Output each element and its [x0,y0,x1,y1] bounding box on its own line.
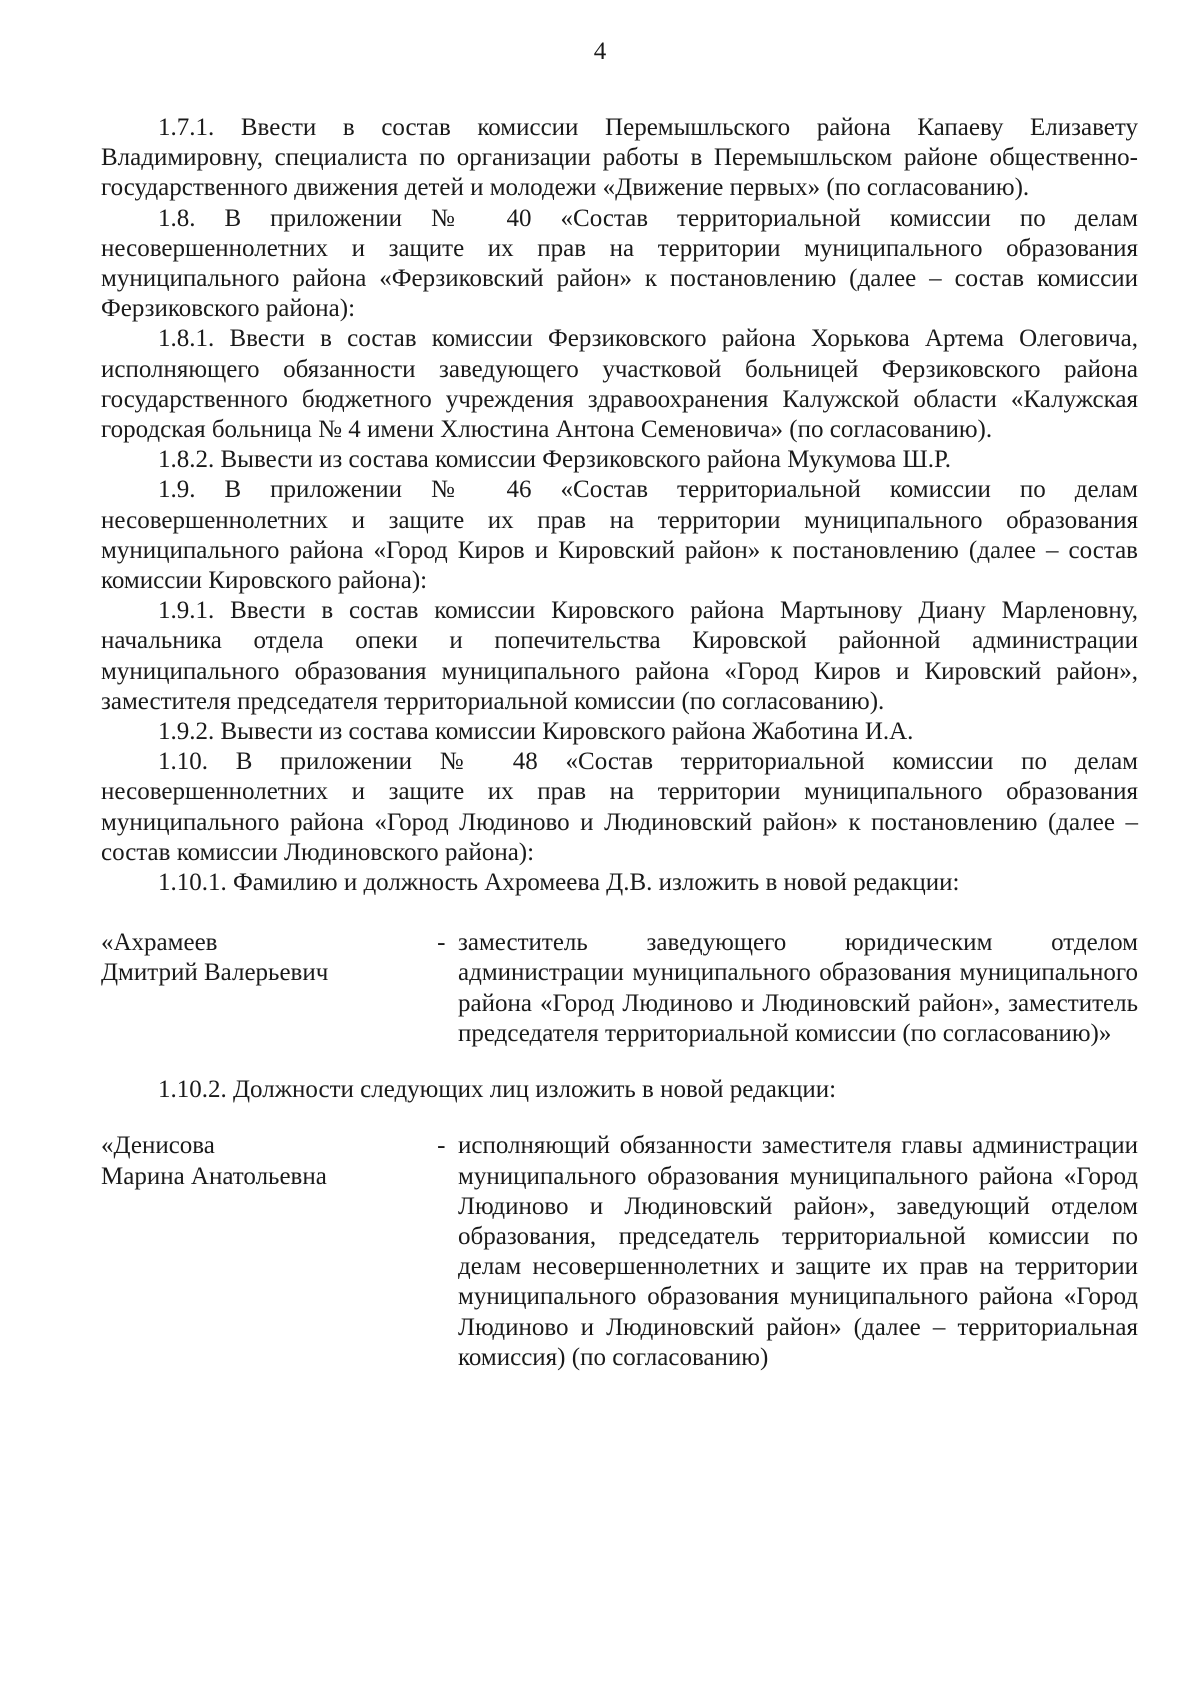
paragraph-1-10-2: 1.10.2. Должности следующих лиц изложить в новой редакции: [158,1076,837,1104]
spacer [101,1049,1138,1075]
entry-denisova [101,1131,1138,1373]
entry-given-name: Дмитрий Валерьевич [101,959,329,987]
page-number: 4 [593,38,607,65]
paragraph-1-7-1: 1.7.1. Ввести в состав комиссии Перемышльского района Капаеву Елизавету Владимировну, специалиста по организации работы в Перемышльском районе общественно-государственного движения детей и молодежи «Движение первых» (по согласованию). [101,114,1138,202]
paragraph-1-9-2: 1.9.2. Вывести из состава комиссии Кировского района Жаботина И.А. [158,718,914,746]
entry-position: заместитель заведующего юридическим отделом администрации муниципального образования муниципального района «Город Людиново и Людиновский район», заместитель председателя территориальной комиссии (по согласованию)» [458,929,1138,1047]
paragraph-1-8-2: 1.8.2. Вывести из состава комиссии Ферзиковского района Мукумова Ш.Р. [158,446,951,474]
spacer [101,898,1138,928]
entry-dash: - [437,1132,446,1160]
paragraph-1-10: 1.10. В приложении № 48 «Состав территориальной комиссии по делам несовершеннолетних и защите их прав на территории муниципального образования муниципального района «Город Людиново и Людиновский район» к постановлению (далее – состав комиссии Людиновского района): [101,748,1138,866]
paragraph-1-8: 1.8. В приложении № 40 «Состав территориальной комиссии по делам несовершеннолетних и защите их прав на территории муниципального образования муниципального района «Ферзиковский район» к постановлению (далее – состав комиссии Ферзиковского района): [101,204,1138,323]
entry-akhrameev [101,928,1138,1049]
entry-person-name [101,1131,401,1373]
paragraph-1-9: 1.9. В приложении № 46 «Состав территориальной комиссии по делам несовершеннолетних и защите их прав на территории муниципального образования муниципального района «Город Киров и Кировский район» к постановлению (далее – состав комиссии Кировского района): [101,476,1138,595]
paragraph-1-10-1: 1.10.1. Фамилию и должность Ахромеева Д.В. изложить в новой редакции: [158,869,960,897]
entry-dash: - [437,929,446,957]
entry-given-name: Марина Анатольевна [101,1162,327,1190]
entry-person-name [101,928,401,1049]
document-body [101,113,1138,1373]
paragraph-1-9-1: 1.9.1. Ввести в состав комиссии Кировского района Мартынову Диану Марленовну, начальника отдела опеки и попечительства Кировской районной администрации муниципального образования муниципального района «Город Киров и Кировский район», заместителя председателя территориальной комиссии (по согласованию). [101,597,1138,715]
entry-position: исполняющий обязанности заместителя главы администрации муниципального образования муниципального района «Город Людиново и Людиновский район», заведующий отделом образования, председатель территориальной комиссии по делам несовершеннолетних и защите их прав на территории муниципального образования муниципального района «Город Людиново и Людиновский район» (далее – территориальная комиссия) (по согласованию) [458,1132,1138,1371]
entry-surname: «Ахрамеев [101,929,218,957]
spacer [101,1105,1138,1131]
paragraph-1-8-1: 1.8.1. Ввести в состав комиссии Ферзиковского района Хорькова Артема Олеговича, исполняющего обязанности заведующего участковой больницей Ферзиковского района государственного бюджетного учреждения здравоохранения Калужской области «Калужская городская больница № 4 имени Хлюстина Антона Семеновича» (по согласованию). [101,325,1138,444]
entry-surname: «Денисова [101,1132,215,1160]
